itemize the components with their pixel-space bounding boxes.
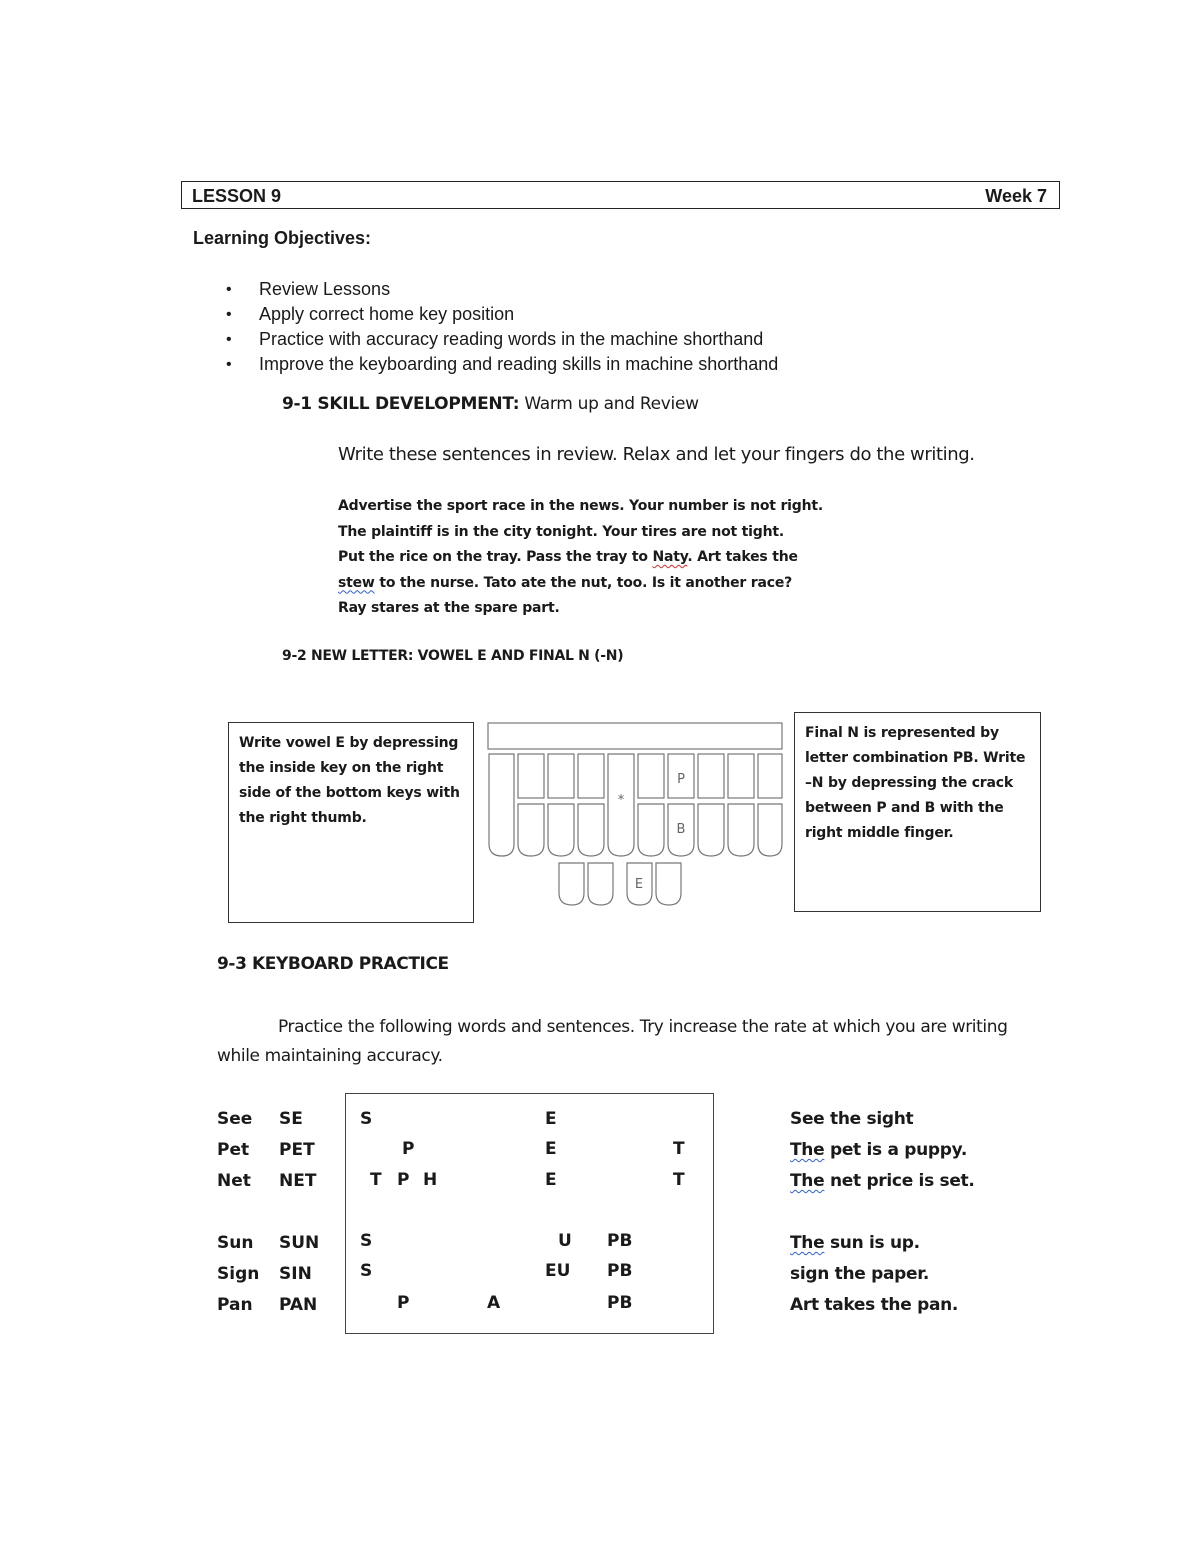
bullet-icon: • (226, 306, 232, 323)
practice-sentence: The net price is set. (790, 1171, 975, 1191)
section-heading-keyboard-practice: 9-3 KEYBOARD PRACTICE (217, 954, 449, 974)
word-row: Pet PET (217, 1140, 315, 1160)
key-u (656, 863, 681, 905)
grid-row: P A PB (397, 1293, 633, 1313)
key-a (559, 863, 584, 905)
steno-stroke-grid (345, 1093, 714, 1334)
objective-item: • Apply correct home key position (222, 302, 778, 327)
lesson-header (181, 181, 1060, 209)
steno-keyboard-diagram (486, 720, 784, 910)
practice-sentence: The pet is a puppy. (790, 1140, 968, 1160)
practice-sentence: See the sight (790, 1109, 914, 1129)
objectives-title: Learning Objectives: (193, 228, 372, 248)
objectives-list (222, 277, 778, 377)
lesson-title: LESSON 9 (192, 186, 282, 206)
grid-row: S U PB (360, 1231, 633, 1251)
objective-item: • Practice with accuracy reading words in the machine shorthand (222, 327, 778, 352)
key-o (588, 863, 613, 905)
practice-word-list (217, 1104, 337, 1321)
bullet-icon: • (226, 281, 232, 298)
bullet-icon: • (226, 356, 232, 373)
section-intro: Write these sentences in review. Relax and let your fingers do the writing. (338, 444, 975, 465)
objective-item: • Review Lessons (222, 277, 778, 302)
lesson-week: Week 7 (985, 186, 1047, 206)
section-heading-new-letter: 9-2 NEW LETTER: VOWEL E AND FINAL N (-N) (282, 648, 624, 664)
grid-row: S E (360, 1109, 557, 1129)
number-bar (488, 723, 782, 749)
word-row: Pan PAN (217, 1295, 318, 1315)
note-final-n: Final N is represented by letter combination PB. Write –N by depressing the crack between P and B with the right middle finger. (794, 712, 1041, 912)
bullet-icon: • (226, 331, 232, 348)
grammar-check-word: stew (338, 574, 375, 591)
word-row: Net NET (217, 1171, 317, 1191)
practice-sentence-list (790, 1104, 975, 1321)
word-row: Sun SUN (217, 1233, 320, 1253)
section-intro: Practice the following words and sentences. Try increase the rate at which you are writing while maintaining accuracy. (217, 1017, 1008, 1066)
b-key-label: B (676, 822, 686, 837)
p-key-label: P (677, 772, 685, 787)
grid-row: S EU PB (360, 1261, 633, 1281)
grid-row: T P H E T (370, 1170, 685, 1190)
section-heading-skill-development: 9-1 SKILL DEVELOPMENT: Warm up and Review (282, 394, 699, 414)
review-sentences: Advertise the sport race in the news. Your number is not right. The plaintiff is in the city tonight. Your tires are not tight. Put the rice on the tray. Pass the tray to Naty. Art takes the stew to the nurse. Tato ate the nut, too. Is it another race? Ray stares at the spare part. (338, 498, 823, 616)
key-s (489, 754, 514, 856)
objective-item: • Improve the keyboarding and reading skills in machine shorthand (222, 352, 778, 377)
note-vowel-e: Write vowel E by depressing the inside key on the right side of the bottom keys with the right thumb. (228, 722, 474, 923)
e-key-label: E (634, 877, 644, 892)
word-row: Sign SIN (217, 1264, 312, 1284)
practice-sentence: Art takes the pan. (790, 1295, 959, 1315)
asterisk-label: * (617, 793, 625, 808)
spellcheck-word: Naty (652, 549, 688, 565)
practice-sentence: sign the paper. (790, 1264, 930, 1284)
word-row: See SE (217, 1109, 303, 1129)
practice-sentence: The sun is up. (790, 1233, 920, 1253)
grid-row: P E T (402, 1139, 685, 1159)
